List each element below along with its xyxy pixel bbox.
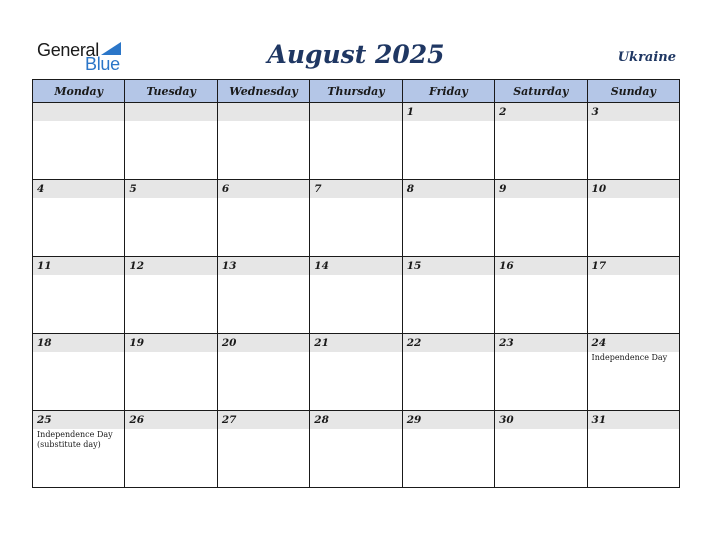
day-cell xyxy=(217,411,309,488)
day-cell xyxy=(587,257,679,334)
weekday-header: Monday xyxy=(33,80,125,103)
day-cell xyxy=(310,103,402,180)
day-number xyxy=(125,103,216,121)
day-number: 21 xyxy=(310,334,401,352)
day-number: 30 xyxy=(495,411,586,429)
logo-general-text: General xyxy=(37,40,99,60)
weekday-header: Wednesday xyxy=(217,80,309,103)
day-number: 16 xyxy=(495,257,586,275)
day-number: 28 xyxy=(310,411,401,429)
week-row xyxy=(33,180,680,257)
day-number: 5 xyxy=(125,180,216,198)
calendar-grid xyxy=(32,79,680,488)
day-number: 18 xyxy=(33,334,124,352)
day-cell xyxy=(125,103,217,180)
week-row xyxy=(33,334,680,411)
day-number: 8 xyxy=(403,180,494,198)
day-number xyxy=(310,103,401,121)
day-cell xyxy=(33,411,125,488)
day-cell xyxy=(125,257,217,334)
weekday-header: Saturday xyxy=(495,80,587,103)
day-cell xyxy=(402,411,494,488)
day-cell xyxy=(495,411,587,488)
day-number: 13 xyxy=(218,257,309,275)
day-cell xyxy=(495,257,587,334)
week-row xyxy=(33,257,680,334)
day-cell xyxy=(310,334,402,411)
day-cell xyxy=(587,180,679,257)
day-number xyxy=(33,103,124,121)
week-row xyxy=(33,411,680,488)
day-number: 27 xyxy=(218,411,309,429)
day-number: 12 xyxy=(125,257,216,275)
weekday-header: Thursday xyxy=(310,80,402,103)
day-number: 14 xyxy=(310,257,401,275)
day-number: 4 xyxy=(33,180,124,198)
page-title: August 2025 xyxy=(267,40,445,69)
day-cell xyxy=(33,257,125,334)
day-cell xyxy=(125,334,217,411)
day-cell xyxy=(33,180,125,257)
day-cell xyxy=(33,334,125,411)
day-cell xyxy=(402,257,494,334)
day-cell xyxy=(33,103,125,180)
day-cell xyxy=(587,334,679,411)
day-number: 23 xyxy=(495,334,586,352)
weekday-header: Sunday xyxy=(587,80,679,103)
day-number: 19 xyxy=(125,334,216,352)
day-number: 31 xyxy=(588,411,679,429)
country-label: Ukraine xyxy=(617,50,676,65)
day-cell xyxy=(125,411,217,488)
day-number: 9 xyxy=(495,180,586,198)
weekday-header-row xyxy=(33,80,680,103)
weekday-header: Friday xyxy=(402,80,494,103)
day-number: 11 xyxy=(33,257,124,275)
day-number: 3 xyxy=(588,103,679,121)
day-cell xyxy=(217,180,309,257)
day-cell xyxy=(310,257,402,334)
day-number: 26 xyxy=(125,411,216,429)
day-number: 6 xyxy=(218,180,309,198)
day-number xyxy=(218,103,309,121)
day-cell xyxy=(217,257,309,334)
day-cell xyxy=(125,180,217,257)
day-cell xyxy=(402,180,494,257)
day-cell xyxy=(495,180,587,257)
day-number: 24 xyxy=(588,334,679,352)
day-number: 7 xyxy=(310,180,401,198)
day-cell xyxy=(310,411,402,488)
day-number: 1 xyxy=(403,103,494,121)
holiday-label: Independence Day xyxy=(591,353,668,362)
logo-blue-text: Blue xyxy=(85,54,120,74)
day-cell xyxy=(310,180,402,257)
weekday-header: Tuesday xyxy=(125,80,217,103)
day-cell xyxy=(587,103,679,180)
day-cell xyxy=(587,411,679,488)
day-cell xyxy=(217,334,309,411)
day-number: 29 xyxy=(403,411,494,429)
day-number: 25 xyxy=(33,411,124,429)
day-number: 17 xyxy=(588,257,679,275)
day-number: 10 xyxy=(588,180,679,198)
holiday-label: Independence Day (substitute day) xyxy=(37,430,113,449)
day-cell xyxy=(495,103,587,180)
day-number: 2 xyxy=(495,103,586,121)
day-cell xyxy=(402,334,494,411)
day-number: 22 xyxy=(403,334,494,352)
day-cell xyxy=(402,103,494,180)
day-number: 20 xyxy=(218,334,309,352)
day-cell xyxy=(217,103,309,180)
day-number: 15 xyxy=(403,257,494,275)
day-cell xyxy=(495,334,587,411)
week-row xyxy=(33,103,680,180)
